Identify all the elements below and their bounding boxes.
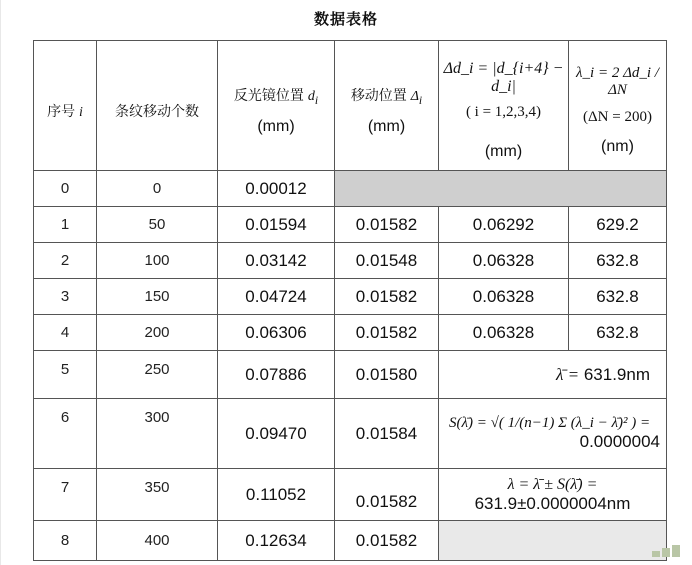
cell-mean-wavelength [439, 351, 667, 399]
header-displacement-label: 移动位置 [350, 86, 407, 103]
cell-index: 1 [34, 207, 97, 243]
header-wavelength-condition: (ΔN = 200) [583, 109, 652, 125]
header-delta-d-range: ( i = 1,2,3,4) [465, 104, 542, 120]
table-row [34, 279, 667, 315]
table-title: 数据表格 [313, 11, 378, 28]
table-row [34, 351, 667, 399]
cell-mirror-position: 0.01594 [218, 207, 335, 243]
cell-fringe-count: 300 [97, 399, 218, 469]
page-edge [0, 0, 1, 565]
cell-index: 4 [34, 315, 97, 351]
cell-mirror-position: 0.00012 [218, 171, 335, 207]
header-fringe-count-label: 条纹移动个数 [115, 102, 199, 119]
cell-displacement: 0.01584 [335, 399, 439, 469]
cell-displacement: 0.01582 [335, 207, 439, 243]
resize-grip-icon [652, 545, 682, 557]
cell-index: 8 [34, 521, 97, 561]
std-deviation-formula: S(λ̄) = √( 1/(n−1) Σ (λ_i − λ̄)² ) = [449, 415, 651, 431]
header-wavelength-formula: λ_i = 2 Δd_i / ΔN [576, 65, 659, 98]
cell-fringe-count: 150 [97, 279, 218, 315]
header-mirror-position-label: 反光镜位置 [233, 86, 304, 103]
cell-displacement: 0.01548 [335, 243, 439, 279]
cell-fringe-count: 250 [97, 351, 218, 399]
table-row [34, 243, 667, 279]
cell-fringe-count: 0 [97, 171, 218, 207]
table-row [34, 521, 667, 561]
table-row [34, 469, 667, 521]
cell-wavelength: 632.8 [569, 279, 667, 315]
table-row [34, 171, 667, 207]
header-mirror-sub: i [314, 93, 319, 107]
cell-displacement: 0.01580 [335, 351, 439, 399]
cell-wavelength: 632.8 [569, 243, 667, 279]
cell-index: 2 [34, 243, 97, 279]
header-mirror-unit: (mm) [257, 118, 295, 136]
header-fringe-count [97, 41, 218, 171]
final-result-formula: λ = λ̄ ± S(λ̄) = [507, 475, 598, 493]
header-displacement-sub: i [418, 93, 423, 107]
header-index-var: i [79, 104, 83, 120]
cell-mirror-position: 0.07886 [218, 351, 335, 399]
header-delta-d [439, 41, 569, 171]
table-row [34, 399, 667, 469]
header-wavelength [569, 41, 667, 171]
cell-index: 7 [34, 469, 97, 521]
header-row [34, 41, 667, 171]
cell-mirror-position: 0.03142 [218, 243, 335, 279]
cell-index: 0 [34, 171, 97, 207]
std-deviation-value: 0.0000004 [579, 432, 660, 451]
cell-wavelength: 629.2 [569, 207, 667, 243]
cell-index: 5 [34, 351, 97, 399]
header-index-label: 序号 [47, 102, 76, 119]
header-mirror-position [218, 41, 335, 171]
header-mirror-var: d [307, 88, 315, 104]
cell-wavelength: 632.8 [569, 315, 667, 351]
cell-displacement: 0.01582 [335, 315, 439, 351]
cell-fringe-count: 50 [97, 207, 218, 243]
cell-index: 3 [34, 279, 97, 315]
cell-final-result [439, 469, 667, 521]
header-displacement-unit: (mm) [367, 118, 406, 136]
table-row [34, 315, 667, 351]
cell-mirror-position: 0.12634 [218, 521, 335, 561]
cell-displacement: 0.01582 [335, 469, 439, 521]
cell-displacement: 0.01582 [335, 279, 439, 315]
cell-delta-d: 0.06292 [439, 207, 569, 243]
cell-fringe-count: 200 [97, 315, 218, 351]
cell-standard-deviation [439, 399, 667, 469]
header-wavelength-unit: (nm) [601, 138, 634, 155]
table-row [34, 207, 667, 243]
cell-index: 6 [34, 399, 97, 469]
cell-fringe-count: 400 [97, 521, 218, 561]
cell-delta-d: 0.06328 [439, 279, 569, 315]
cell-fringe-count: 100 [97, 243, 218, 279]
header-delta-d-formula: Δd_i = |d_{i+4} − d_i| [443, 60, 564, 95]
cell-fringe-count: 350 [97, 469, 218, 521]
final-result-value: 631.9±0.0000004nm [474, 493, 631, 513]
cell-mirror-position: 0.06306 [218, 315, 335, 351]
mean-wavelength-value: 631.9nm [583, 364, 650, 384]
cell-empty-shaded [335, 171, 667, 207]
cell-mirror-position: 0.04724 [218, 279, 335, 315]
header-displacement-var: Δ [410, 88, 419, 104]
header-index [34, 41, 97, 171]
header-displacement [335, 41, 439, 171]
cell-delta-d: 0.06328 [439, 243, 569, 279]
header-delta-d-unit: (mm) [484, 143, 523, 160]
cell-displacement: 0.01582 [335, 521, 439, 561]
data-table [33, 40, 667, 561]
mean-wavelength-label: λ̄ = [556, 364, 580, 384]
cell-delta-d: 0.06328 [439, 315, 569, 351]
cell-mirror-position: 0.09470 [218, 399, 335, 469]
cell-empty-shaded [439, 521, 667, 561]
cell-mirror-position: 0.11052 [218, 469, 335, 521]
